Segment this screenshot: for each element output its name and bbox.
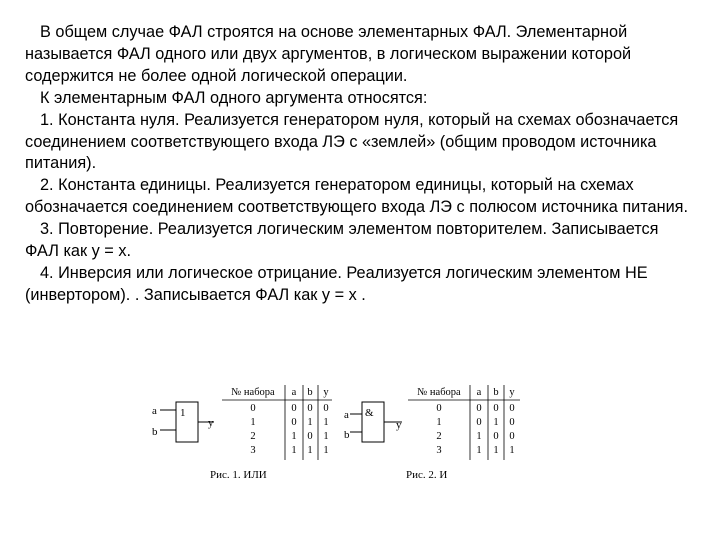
or-cell: 1	[307, 445, 313, 456]
paragraph-repeat: 3. Повторение. Реализуется логическим элементом повторителем. Записывается ФАЛ как y = x.	[25, 220, 659, 261]
figure-or	[140, 380, 340, 485]
or-input-b-label: b	[152, 426, 158, 438]
or-cell: 1	[307, 417, 313, 428]
and-cell: 0	[493, 403, 499, 414]
or-cell: 1	[323, 445, 329, 456]
and-gate-symbol: &	[365, 407, 374, 419]
and-cell: 3	[436, 445, 442, 456]
or-cell: 0	[307, 431, 313, 442]
and-cell: 0	[476, 403, 482, 414]
and-cell: 1	[493, 417, 499, 428]
and-cell: 0	[476, 417, 482, 428]
and-cell: 1	[476, 445, 482, 456]
paragraph-const-one: 2. Константа единицы. Реализуется генератором единицы, который на схемах обозначается соединением соответствующего входа ЛЭ с полюсом источника питания.	[25, 176, 689, 217]
paragraph-one-arg: К элементарным ФАЛ одного аргумента относятся:	[40, 88, 428, 107]
or-gate-diagram	[152, 402, 214, 442]
paragraph-inversion: 4. Инверсия или логическое отрицание. Реализуется логическим элементом НЕ (инвертором). . Записывается ФАЛ как y = x .	[25, 263, 648, 304]
or-cell: 1	[291, 431, 297, 442]
or-cell: 3	[250, 445, 256, 456]
and-cell: 1	[493, 445, 499, 456]
or-input-a-label: a	[152, 405, 157, 417]
and-cell: 1	[509, 445, 515, 456]
and-cell: 0	[509, 417, 515, 428]
or-cell: 1	[250, 417, 256, 428]
and-cell: 0	[509, 403, 515, 414]
paragraph-intro: В общем случае ФАЛ строятся на основе элементарных ФАЛ. Элементарной называется ФАЛ одного или двух аргументов, в логическом выражении которой содержится не более одной логической операции.	[25, 23, 632, 85]
and-header-b: b	[493, 387, 499, 398]
figure-or-caption: Рис. 1. ИЛИ	[210, 469, 267, 481]
and-output-label: y	[396, 419, 402, 431]
and-header-y: y	[509, 387, 515, 398]
or-cell: 1	[291, 445, 297, 456]
and-header-set: № набора	[417, 387, 461, 398]
or-cell: 1	[323, 431, 329, 442]
and-cell: 0	[509, 431, 515, 442]
and-cell: 0	[436, 403, 442, 414]
or-header-y: y	[323, 387, 329, 398]
paragraph-const-zero: 1. Константа нуля. Реализуется генератором нуля, который на схемах обозначается соединением соответствующего входа ЛЭ с «землей» (общим проводом источника питания).	[25, 110, 679, 173]
figure-and	[336, 380, 526, 485]
or-cell: 0	[250, 403, 256, 414]
and-truth-table	[408, 385, 520, 460]
or-header-b: b	[307, 387, 313, 398]
or-output-label: y	[208, 417, 214, 429]
and-input-a-label: a	[344, 409, 349, 421]
or-header-set: № набора	[231, 387, 275, 398]
or-cell: 0	[307, 403, 313, 414]
and-header-a: a	[476, 387, 482, 398]
and-cell: 0	[493, 431, 499, 442]
figure-and-caption: Рис. 2. И	[406, 469, 448, 481]
or-cell: 0	[291, 403, 297, 414]
or-cell: 1	[323, 417, 329, 428]
or-gate-symbol: 1	[180, 407, 186, 419]
and-cell: 2	[436, 431, 442, 442]
or-cell: 0	[323, 403, 329, 414]
or-header-a: a	[291, 387, 297, 398]
and-cell: 1	[436, 417, 442, 428]
and-gate-diagram	[344, 402, 402, 442]
or-truth-table	[222, 385, 332, 460]
or-cell: 2	[250, 431, 256, 442]
and-cell: 1	[476, 431, 482, 442]
and-input-b-label: b	[344, 429, 350, 441]
body-text	[25, 22, 693, 307]
or-cell: 0	[291, 417, 297, 428]
